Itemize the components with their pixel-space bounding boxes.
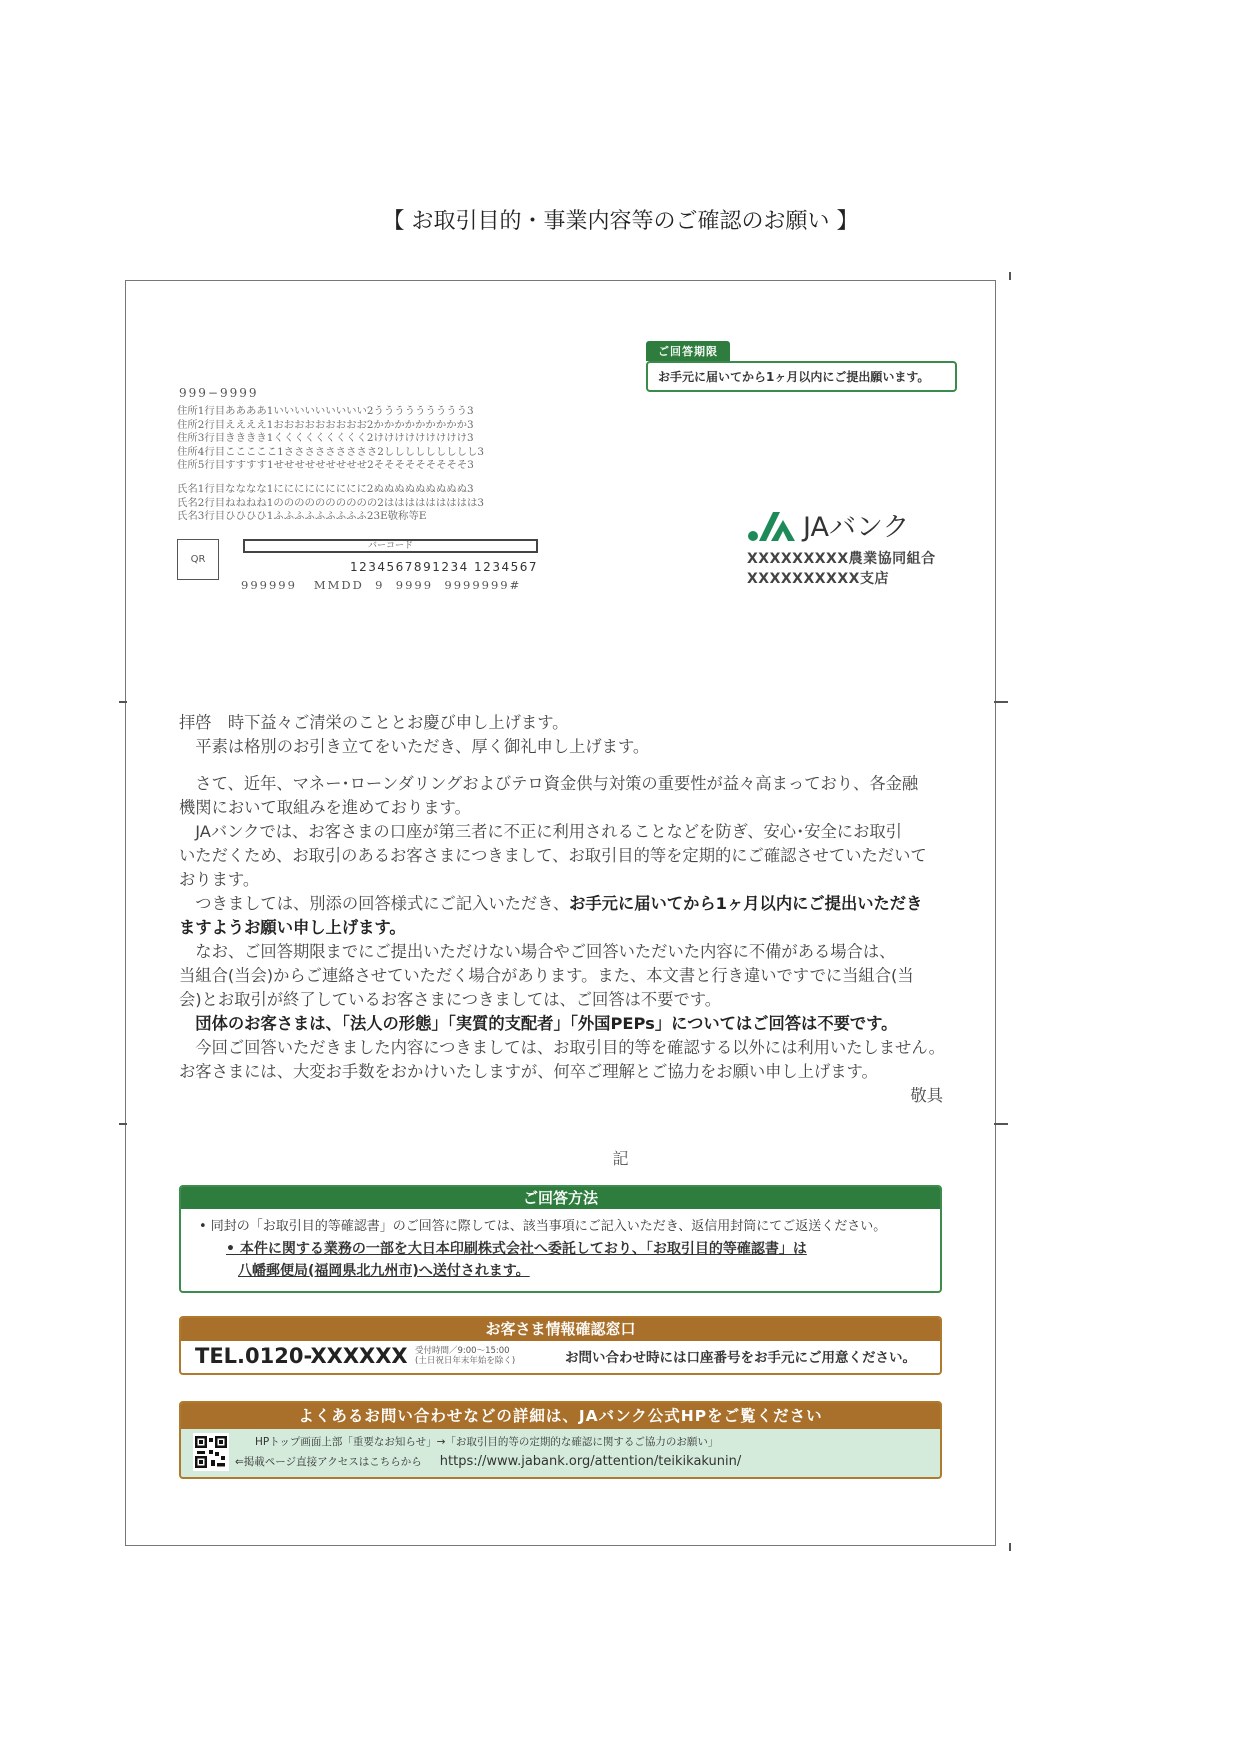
- body-text: おります。: [179, 870, 260, 889]
- body-line: [179, 820, 943, 844]
- body-line: [179, 964, 943, 988]
- faq-direct-label: ⇐掲載ページ直接アクセスはこちらから: [235, 1456, 422, 1468]
- body-line: [179, 844, 943, 868]
- faq-url-link[interactable]: https://www.jabank.org/attention/teikikakunin/: [439, 1454, 742, 1469]
- body-line: [179, 1060, 943, 1084]
- org-name: XXXXXXXXX農業協同組合: [747, 551, 936, 567]
- body-line: [179, 711, 943, 735]
- paragraph-gap: [179, 759, 943, 772]
- body-text: いただくため、お取引のあるお客さまにつきまして、お取引目的等を定期的にご確認させていただいて: [179, 846, 927, 865]
- qr-placeholder: QR: [177, 539, 219, 580]
- body-text: 機関において取組みを進めております。: [179, 798, 471, 817]
- name-block: [177, 483, 484, 524]
- address-line: 住所4行目こここここ1さささささささささ2ししししししししし3: [177, 445, 484, 458]
- crop-mark: [119, 701, 127, 703]
- crop-mark: [994, 701, 1008, 703]
- body-line: [179, 796, 943, 820]
- answer-method-header: ご回答方法: [181, 1187, 940, 1209]
- phone-number[interactable]: TEL.0120-XXXXXX: [195, 1344, 408, 1368]
- body-line: [179, 1012, 943, 1036]
- body-line: [179, 940, 943, 964]
- body-line: [179, 988, 943, 1012]
- notice-line: 八幡郵便局(福岡県北九州市)へ送付されます。: [238, 1263, 530, 1279]
- body-line: [179, 735, 943, 759]
- answer-method-panel: [179, 1185, 942, 1293]
- contact-note: お問い合わせ時には口座番号をお手元にご用意ください。: [565, 1350, 916, 1366]
- notice-line: • 本件に関する業務の一部を大日本印刷株式会社へ委託しており、「お取引目的等確認書」は: [226, 1241, 807, 1257]
- contact-header: お客さま情報確認窓口: [181, 1318, 940, 1341]
- address-line: 住所2行目ええええ1おおおおおおおおお2かかかかかかかかか3: [177, 418, 474, 431]
- letter-body: [179, 711, 943, 1108]
- body-text: つきましては、別添の回答様式にご記入いただき、: [179, 894, 570, 913]
- body-text: さて、近年、マネー･ローンダリングおよびテロ資金供与対策の重要性が益々高まっており、各金融: [179, 774, 919, 793]
- hours-text: 受付時間／9:00〜15:00: [415, 1346, 510, 1356]
- body-line: [179, 1036, 943, 1060]
- body-text: 拝啓 時下益々ご清栄のこととお慶び申し上げます。: [179, 713, 569, 732]
- code-line: 999999 MMDD 9 9999 9999999#: [241, 578, 522, 592]
- document-title: 【 お取引目的・事業内容等のご確認のお願い 】: [382, 209, 859, 234]
- logo-text: JAバンク: [803, 512, 910, 543]
- crop-mark: [119, 1123, 127, 1125]
- qr-code-icon[interactable]: [193, 1433, 229, 1471]
- hours-note: (土日祝日年末年始を除く): [415, 1356, 516, 1366]
- barcode-number: 1234567891234 1234567: [349, 560, 538, 574]
- postal-code: 999−9999: [179, 386, 259, 400]
- body-emphasis: ますようお願い申し上げます。: [179, 918, 406, 937]
- ja-logo-icon: [747, 508, 797, 542]
- deadline-box: [646, 340, 957, 392]
- faq-path: HPトップ画面上部「重要なお知らせ」→「お取引目的等の定期的な確認に関するご協力のお願い」: [255, 1436, 719, 1448]
- crop-mark: [1009, 272, 1011, 280]
- body-emphasis: 団体のお客さまは、「法人の形態」「実質的支配者」「外国PEPs」についてはご回答は不要です。: [179, 1014, 898, 1033]
- ja-bank-logo: [747, 505, 909, 544]
- closing: 敬具: [910, 1086, 943, 1105]
- ki-marker: 記: [612, 1149, 629, 1168]
- crop-mark: [1009, 1543, 1011, 1551]
- body-text: 平素は格別のお引き立てをいただき、厚く御礼申し上げます。: [179, 737, 650, 756]
- address-line: 住所1行目ああああ1いいいいいいいいい2ううううううううう3: [177, 405, 474, 417]
- name-line: 氏名2行目ねねねね1のののののののののの2ははははははははは3: [177, 496, 484, 509]
- body-line: [179, 916, 943, 940]
- answer-method-notice: [181, 1234, 940, 1282]
- body-text: お客さまには、大変お手数をおかけいたしますが、何卒ご理解とご協力をお願い申し上げます。: [179, 1062, 878, 1081]
- name-line: 氏名1行目なななな1ににににににににに2ぬぬぬぬぬぬぬぬぬ3: [177, 483, 474, 495]
- deadline-text: お手元に届いてから1ヶ月以内にご提出願います。: [646, 361, 957, 392]
- body-text: 当組合(当会)からご連絡させていただく場合があります。また、本文書と行き違いですでに当組合(当: [179, 966, 914, 985]
- body-text: 今回ご回答いただきました内容につきましては、お取引目的等を確認する以外には利用いたしません。: [179, 1038, 945, 1057]
- address-line: 住所5行目すすすす1せせせせせせせせせ2そそそそそそそそそ3: [177, 459, 474, 472]
- body-line: [179, 772, 943, 796]
- answer-method-line: • 同封の「お取引目的等確認書」のご回答に際しては、該当事項にご記入いただき、返信用封筒にてご返送ください。: [199, 1219, 887, 1234]
- address-block: [177, 405, 484, 473]
- branch-name: XXXXXXXXXX支店: [747, 571, 889, 587]
- contact-panel: [179, 1316, 942, 1375]
- deadline-label: ご回答期限: [646, 341, 730, 361]
- name-line: 氏名3行目ひひひひ1ふふふふふふふふふ23E敬称等E: [177, 510, 427, 523]
- hours: [415, 1346, 565, 1366]
- body-text: なお、ご回答期限までにご提出いただけない場合やご回答いただいた内容に不備がある場合は、: [179, 942, 896, 961]
- barcode-placeholder: バーコード: [243, 539, 538, 553]
- body-emphasis: お手元に届いてから1ヶ月以内にご提出いただき: [569, 894, 923, 913]
- body-line: [179, 868, 943, 892]
- faq-header: よくあるお問い合わせなどの詳細は、JAバンク公式HPをご覧ください: [181, 1403, 940, 1429]
- body-line: [179, 892, 943, 916]
- body-text: JAバンクでは、お客さまの口座が第三者に不正に利用されることなどを防ぎ、安心･安全にお取引: [179, 822, 902, 841]
- faq-panel: [179, 1401, 942, 1479]
- body-text: 会)とお取引が終了しているお客さまにつきましては、ご回答は不要です。: [179, 990, 722, 1009]
- crop-mark: [994, 1123, 1008, 1125]
- address-line: 住所3行目きききき1くくくくくくくくく2けけけけけけけけけ3: [177, 432, 474, 445]
